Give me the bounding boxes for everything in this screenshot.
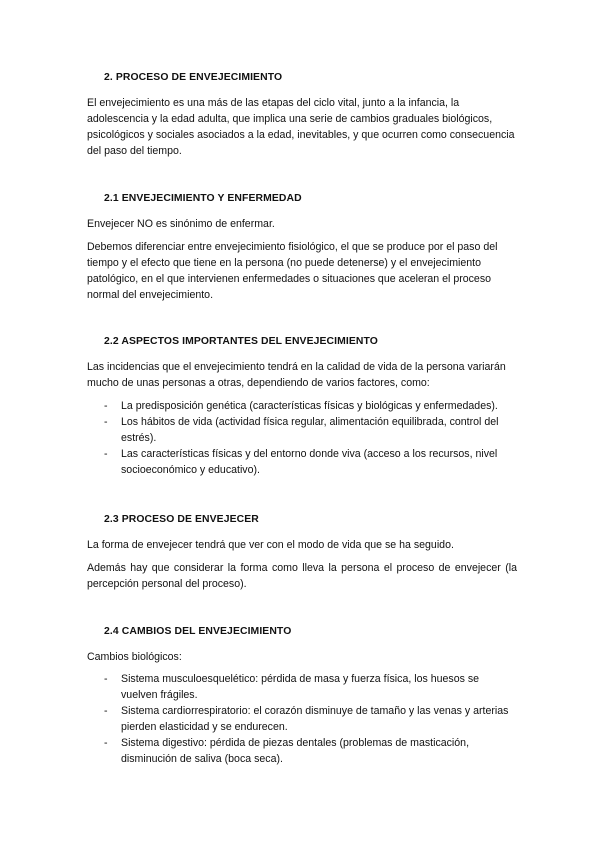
list-item <box>87 735 517 767</box>
bullet-dash: - <box>104 705 108 717</box>
section-heading-proceso-envejecimiento: 2. PROCESO DE ENVEJECIMIENTO <box>104 72 283 83</box>
paragraph-fisiologico-patologico: Debemos diferenciar entre envejecimiento fisiológico, el que se produce por el paso del tiempo y el efecto que tiene en la persona (no puede detenerse) y el envejecimiento patológico, en el que intervienen enfermedades o situaciones que aceleran el proceso normal del envejecimiento. <box>87 241 498 301</box>
factors-list <box>87 398 517 478</box>
section-heading-aspectos-importantes: 2.2 ASPECTOS IMPORTANTES DEL ENVEJECIMIENTO <box>104 336 378 347</box>
bullet-dash: - <box>104 737 108 749</box>
paragraph-cambios-biologicos: Cambios biológicos: <box>87 651 182 663</box>
list-item-text: Los hábitos de vida (actividad física regular, alimentación equilibrada, control del estrés). <box>121 416 499 444</box>
paragraph-incidencias: Las incidencias que el envejecimiento tendrá en la calidad de vida de la persona variarán mucho de unas personas a otras, dependiendo de varios factores, como: <box>87 361 506 389</box>
paragraph-envejecer-no-enfermar: Envejecer NO es sinónimo de enfermar. <box>87 218 275 230</box>
list-item-text: Las características físicas y del entorno donde viva (acceso a los recursos, nivel socioeconómico y educativo). <box>121 448 498 476</box>
list-item <box>87 671 517 703</box>
list-item-text: Sistema digestivo: pérdida de piezas dentales (problemas de masticación, disminución de saliva (boca seca). <box>121 737 470 765</box>
paragraph-definicion-envejecimiento: El envejecimiento es una más de las etapas del ciclo vital, junto a la infancia, la adolescencia y la edad adulta, que implica una serie de cambios graduales biológicos, psicológicos y sociales asociados a la edad, inevitables, y que ocurren como consecuencia del paso del tiempo. <box>87 97 515 157</box>
bullet-dash: - <box>104 673 108 685</box>
section-heading-cambios-envejecimiento: 2.4 CAMBIOS DEL ENVEJECIMIENTO <box>104 626 292 637</box>
list-item <box>87 398 517 414</box>
list-item-text: Sistema musculoesquelético: pérdida de masa y fuerza física, los huesos se vuelven frágiles. <box>121 673 480 701</box>
bullet-dash: - <box>104 400 108 412</box>
bullet-dash: - <box>104 416 108 428</box>
list-item <box>87 446 517 478</box>
section-heading-proceso-envejecer: 2.3 PROCESO DE ENVEJECER <box>104 514 259 525</box>
list-item <box>87 703 517 735</box>
list-item <box>87 414 517 446</box>
biological-changes-list <box>87 671 517 767</box>
bullet-dash: - <box>104 448 108 460</box>
paragraph-forma-envejecer: La forma de envejecer tendrá que ver con el modo de vida que se ha seguido. <box>87 539 454 551</box>
list-item-text: La predisposición genética (características físicas y biológicas y enfermedades). <box>121 400 498 412</box>
list-item-text: Sistema cardiorrespiratorio: el corazón disminuye de tamaño y las venas y arterias pierden elasticidad y se endurecen. <box>121 705 509 733</box>
paragraph-percepcion-personal: Además hay que considerar la forma como lleva la persona el proceso de envejecer (la percepción personal del proceso). <box>87 562 517 590</box>
section-heading-envejecimiento-enfermedad: 2.1 ENVEJECIMIENTO Y ENFERMEDAD <box>104 193 302 204</box>
